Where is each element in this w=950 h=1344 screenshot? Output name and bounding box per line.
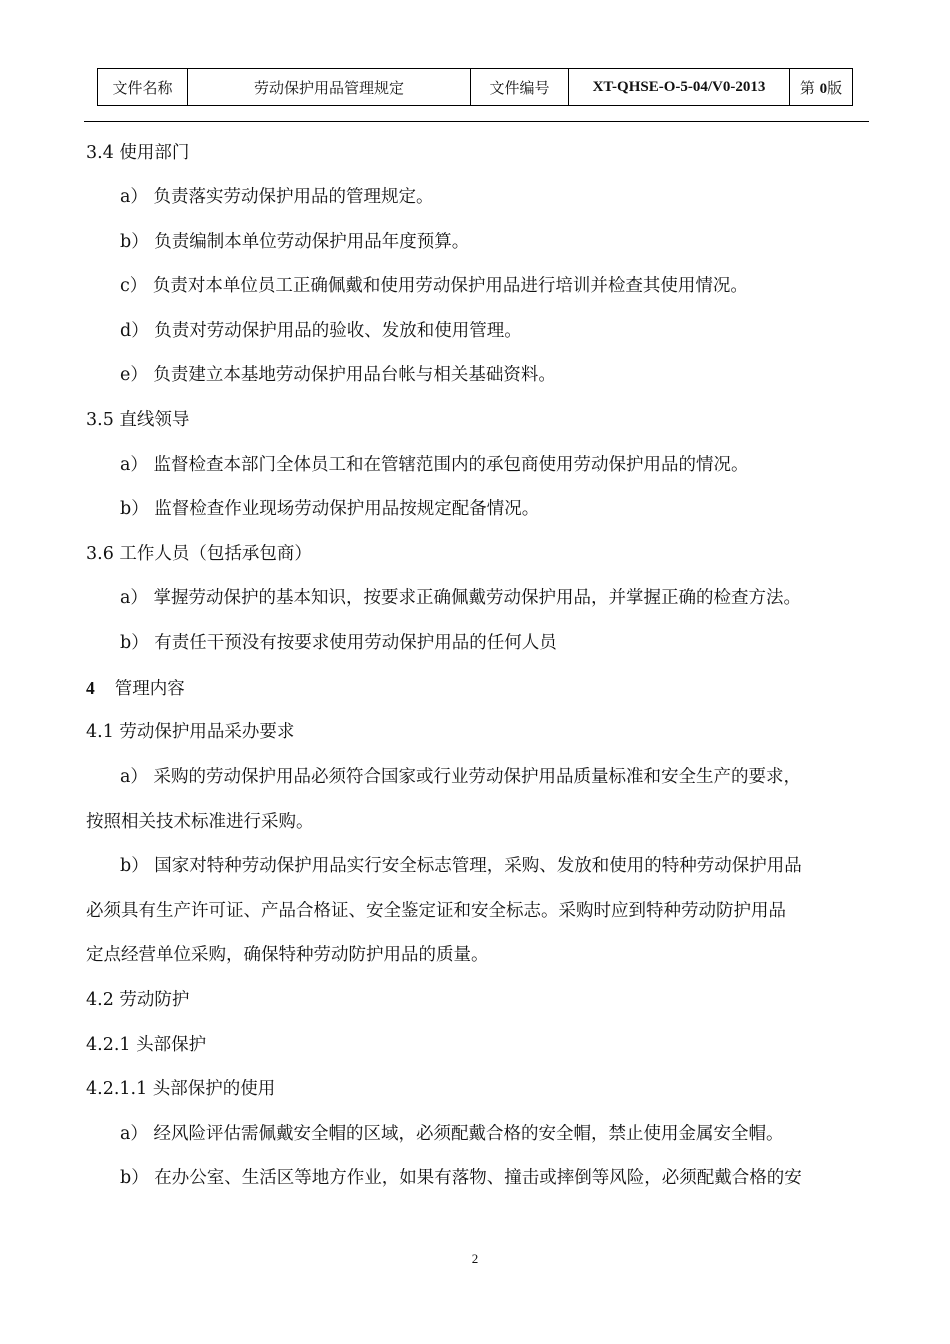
list-item: b） 在办公室、生活区等地方作业，如果有落物、撞击或摔倒等风险，必须配戴合格的安 [120,1168,802,1188]
version-number: 0 [819,80,828,97]
section-heading-4-2-1-1: 4.2.1.1 头部保护的使用 [86,1079,276,1099]
file-version [790,69,853,106]
file-code-value: XT-QHSE-O-5-04/V0-2013 [569,69,790,106]
paragraph-line: 必须具有生产许可证、产品合格证、安全鉴定证和安全标志。采购时应到特种劳动防护用品 [86,901,786,921]
paragraph-line: b） 国家对特种劳动保护用品实行安全标志管理，采购、发放和使用的特种劳动保护用品 [120,856,802,876]
section-heading-4-2-1: 4.2.1 头部保护 [86,1035,207,1055]
page-number: 2 [471,1251,479,1266]
file-name-value: 劳动保护用品管理规定 [188,69,471,106]
paragraph-line: a） 采购的劳动保护用品必须符合国家或行业劳动保护用品质量标准和安全生产的要求， [120,767,801,787]
paragraph-line: 定点经营单位采购，确保特种劳动防护用品的质量。 [86,945,489,965]
list-item: a） 负责落实劳动保护用品的管理规定。 [120,187,434,207]
section-heading-3-5: 3.5 直线领导 [86,410,190,430]
file-name-label: 文件名称 [98,69,188,106]
list-item: a） 掌握劳动保护的基本知识，按要求正确佩戴劳动保护用品，并掌握正确的检查方法。 [120,588,801,608]
list-item: b） 负责编制本单位劳动保护用品年度预算。 [120,232,470,252]
list-item: a） 监督检查本部门全体员工和在管辖范围内的承包商使用劳动保护用品的情况。 [120,455,749,475]
list-item: c） 负责对本单位员工正确佩戴和使用劳动保护用品进行培训并检查其使用情况。 [120,276,748,296]
list-item: b） 有责任干预没有按要求使用劳动保护用品的任何人员 [120,633,557,653]
header-divider [84,121,869,122]
list-item: e） 负责建立本基地劳动保护用品台帐与相关基础资料。 [120,365,556,385]
version-suffix: 版 [827,78,843,97]
section-heading-3-4: 3.4 使用部门 [86,143,190,163]
file-code-label: 文件编号 [471,69,569,106]
section-title: 管理内容 [114,679,185,699]
list-item: a） 经风险评估需佩戴安全帽的区域，必须配戴合格的安全帽，禁止使用金属安全帽。 [120,1124,784,1144]
section-heading-4-2: 4.2 劳动防护 [86,990,190,1010]
section-heading-4-1: 4.1 劳动保护用品采办要求 [86,722,295,742]
list-item: d） 负责对劳动保护用品的验收、发放和使用管理。 [120,321,522,341]
paragraph-line: 按照相关技术标准进行采购。 [86,812,314,832]
section-heading-4 [86,677,185,700]
version-prefix: 第 [799,78,815,97]
list-item: b） 监督检查作业现场劳动保护用品按规定配备情况。 [120,499,540,519]
section-heading-3-6: 3.6 工作人员（包括承包商） [86,544,312,564]
document-header-table [97,68,853,106]
section-number: 4 [86,678,95,698]
